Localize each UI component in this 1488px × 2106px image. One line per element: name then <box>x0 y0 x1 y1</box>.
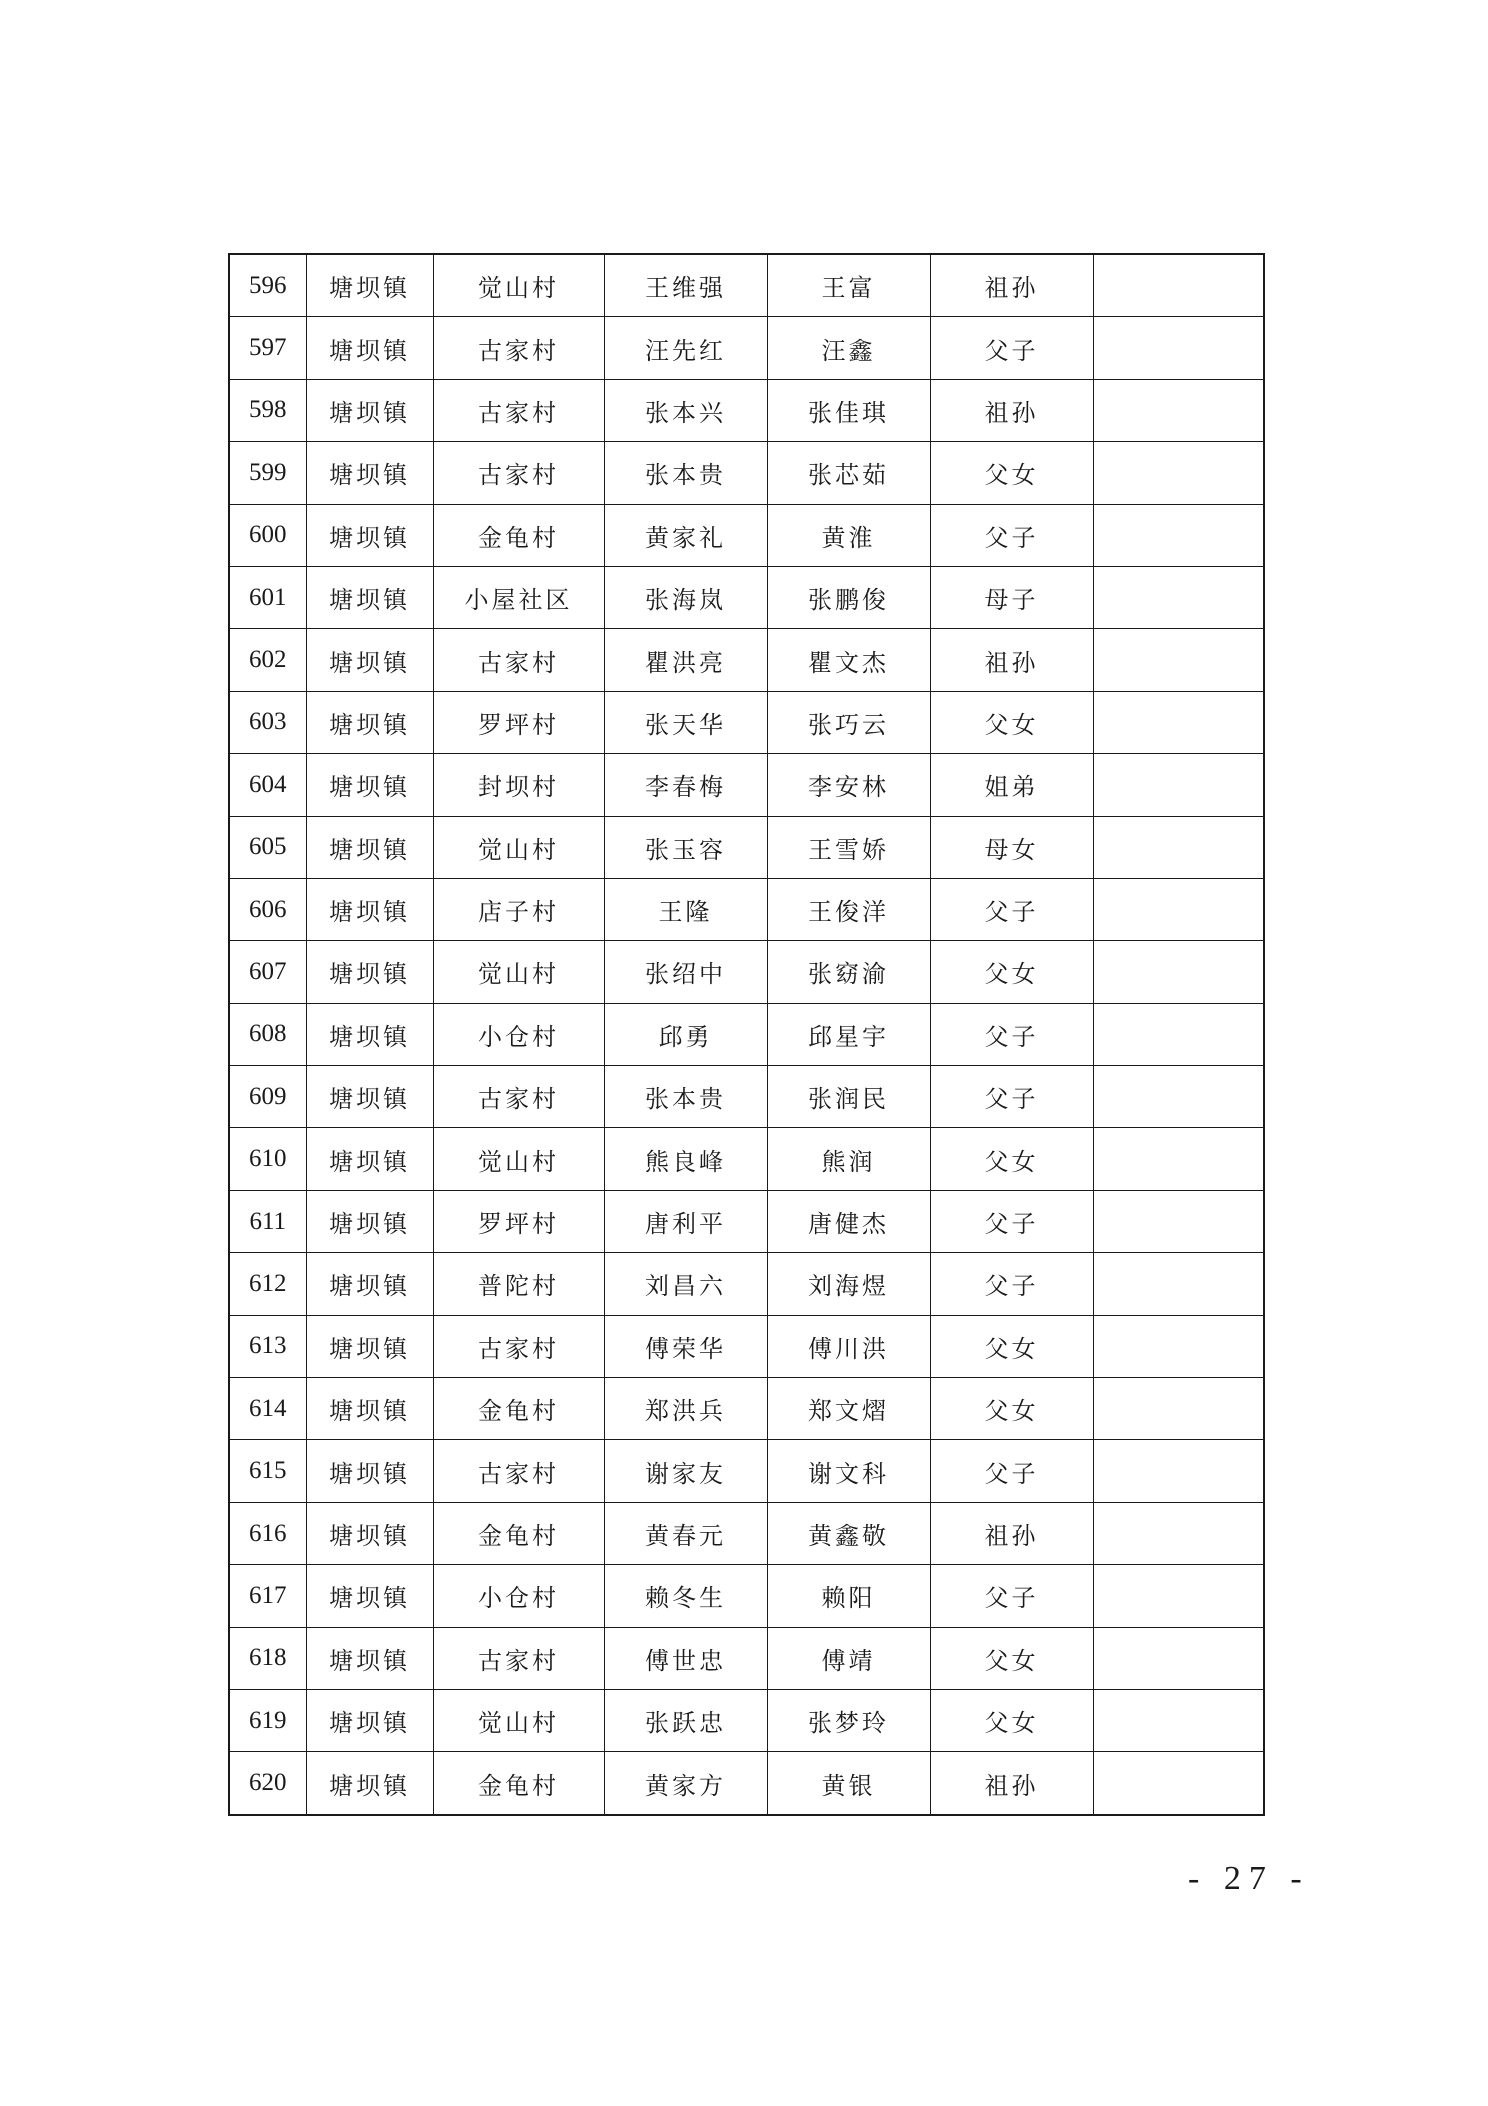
relation-cell: 父女 <box>930 1315 1093 1377</box>
town-cell: 塘坝镇 <box>306 566 433 628</box>
name-a-cell: 张本贵 <box>604 442 767 504</box>
name-b-cell: 瞿文杰 <box>767 629 930 691</box>
name-a-cell: 张海岚 <box>604 566 767 628</box>
relation-cell: 姐弟 <box>930 754 1093 816</box>
table-row <box>229 816 1264 878</box>
table-row <box>229 379 1264 441</box>
name-b-cell: 郑文熠 <box>767 1378 930 1440</box>
village-cell: 封坝村 <box>433 754 604 816</box>
town-cell: 塘坝镇 <box>306 941 433 1003</box>
town-cell: 塘坝镇 <box>306 629 433 691</box>
town-cell: 塘坝镇 <box>306 1128 433 1190</box>
name-b-cell: 王雪娇 <box>767 816 930 878</box>
note-cell <box>1093 1315 1264 1377</box>
row-number: 603 <box>229 691 306 753</box>
table-row <box>229 754 1264 816</box>
row-number: 618 <box>229 1627 306 1689</box>
table-row <box>229 566 1264 628</box>
relation-cell: 父子 <box>930 878 1093 940</box>
relation-cell: 祖孙 <box>930 254 1093 317</box>
name-b-cell: 李安林 <box>767 754 930 816</box>
village-cell: 金龟村 <box>433 504 604 566</box>
relation-cell: 父女 <box>930 1378 1093 1440</box>
name-a-cell: 瞿洪亮 <box>604 629 767 691</box>
name-b-cell: 黄鑫敬 <box>767 1502 930 1564</box>
relation-cell: 父女 <box>930 1627 1093 1689</box>
village-cell: 觉山村 <box>433 1689 604 1751</box>
village-cell: 罗坪村 <box>433 691 604 753</box>
table-row <box>229 1627 1264 1689</box>
note-cell <box>1093 1752 1264 1815</box>
village-cell: 金龟村 <box>433 1502 604 1564</box>
name-b-cell: 张窈渝 <box>767 941 930 1003</box>
relation-cell: 母子 <box>930 566 1093 628</box>
relation-cell: 父女 <box>930 691 1093 753</box>
village-cell: 小屋社区 <box>433 566 604 628</box>
table-row <box>229 1689 1264 1751</box>
name-a-cell: 张绍中 <box>604 941 767 1003</box>
note-cell <box>1093 1565 1264 1627</box>
note-cell <box>1093 941 1264 1003</box>
note-cell <box>1093 379 1264 441</box>
name-a-cell: 王隆 <box>604 878 767 940</box>
name-a-cell: 谢家友 <box>604 1440 767 1502</box>
town-cell: 塘坝镇 <box>306 1378 433 1440</box>
town-cell: 塘坝镇 <box>306 254 433 317</box>
town-cell: 塘坝镇 <box>306 1440 433 1502</box>
name-b-cell: 王俊洋 <box>767 878 930 940</box>
name-b-cell: 张巧云 <box>767 691 930 753</box>
relation-cell: 父子 <box>930 1003 1093 1065</box>
row-number: 598 <box>229 379 306 441</box>
name-a-cell: 张天华 <box>604 691 767 753</box>
village-cell: 小仓村 <box>433 1565 604 1627</box>
relation-cell: 父子 <box>930 504 1093 566</box>
town-cell: 塘坝镇 <box>306 878 433 940</box>
name-b-cell: 谢文科 <box>767 1440 930 1502</box>
name-a-cell: 汪先红 <box>604 317 767 379</box>
row-number: 605 <box>229 816 306 878</box>
relation-cell: 父子 <box>930 1253 1093 1315</box>
row-number: 620 <box>229 1752 306 1815</box>
town-cell: 塘坝镇 <box>306 1253 433 1315</box>
row-number: 608 <box>229 1003 306 1065</box>
town-cell: 塘坝镇 <box>306 816 433 878</box>
name-b-cell: 王富 <box>767 254 930 317</box>
table-row <box>229 1502 1264 1564</box>
row-number: 610 <box>229 1128 306 1190</box>
name-b-cell: 黄银 <box>767 1752 930 1815</box>
table-row <box>229 1565 1264 1627</box>
village-cell: 古家村 <box>433 1440 604 1502</box>
note-cell <box>1093 1190 1264 1252</box>
note-cell <box>1093 1253 1264 1315</box>
name-b-cell: 张润民 <box>767 1066 930 1128</box>
name-b-cell: 熊润 <box>767 1128 930 1190</box>
table-row <box>229 941 1264 1003</box>
row-number: 604 <box>229 754 306 816</box>
row-number: 609 <box>229 1066 306 1128</box>
table-body <box>229 254 1264 1815</box>
town-cell: 塘坝镇 <box>306 504 433 566</box>
town-cell: 塘坝镇 <box>306 1066 433 1128</box>
table-row <box>229 1253 1264 1315</box>
note-cell <box>1093 1003 1264 1065</box>
village-cell: 觉山村 <box>433 816 604 878</box>
town-cell: 塘坝镇 <box>306 691 433 753</box>
row-number: 601 <box>229 566 306 628</box>
name-a-cell: 王维强 <box>604 254 767 317</box>
relation-cell: 祖孙 <box>930 1502 1093 1564</box>
row-number: 612 <box>229 1253 306 1315</box>
note-cell <box>1093 566 1264 628</box>
row-number: 607 <box>229 941 306 1003</box>
town-cell: 塘坝镇 <box>306 379 433 441</box>
town-cell: 塘坝镇 <box>306 754 433 816</box>
village-cell: 觉山村 <box>433 1128 604 1190</box>
name-a-cell: 张本贵 <box>604 1066 767 1128</box>
relation-cell: 父女 <box>930 1689 1093 1751</box>
name-b-cell: 黄淮 <box>767 504 930 566</box>
note-cell <box>1093 878 1264 940</box>
village-cell: 觉山村 <box>433 941 604 1003</box>
town-cell: 塘坝镇 <box>306 1627 433 1689</box>
row-number: 602 <box>229 629 306 691</box>
village-cell: 金龟村 <box>433 1378 604 1440</box>
name-b-cell: 傅川洪 <box>767 1315 930 1377</box>
note-cell <box>1093 754 1264 816</box>
village-cell: 普陀村 <box>433 1253 604 1315</box>
table-row <box>229 1003 1264 1065</box>
name-b-cell: 张梦玲 <box>767 1689 930 1751</box>
row-number: 596 <box>229 254 306 317</box>
town-cell: 塘坝镇 <box>306 1502 433 1564</box>
name-a-cell: 刘昌六 <box>604 1253 767 1315</box>
note-cell <box>1093 442 1264 504</box>
note-cell <box>1093 254 1264 317</box>
town-cell: 塘坝镇 <box>306 1752 433 1815</box>
note-cell <box>1093 504 1264 566</box>
table-row <box>229 254 1264 317</box>
table-row <box>229 1128 1264 1190</box>
village-cell: 古家村 <box>433 317 604 379</box>
village-cell: 小仓村 <box>433 1003 604 1065</box>
note-cell <box>1093 1502 1264 1564</box>
name-a-cell: 郑洪兵 <box>604 1378 767 1440</box>
row-number: 616 <box>229 1502 306 1564</box>
village-cell: 罗坪村 <box>433 1190 604 1252</box>
note-cell <box>1093 1627 1264 1689</box>
name-a-cell: 熊良峰 <box>604 1128 767 1190</box>
relation-cell: 祖孙 <box>930 1752 1093 1815</box>
name-a-cell: 傅荣华 <box>604 1315 767 1377</box>
row-number: 599 <box>229 442 306 504</box>
name-a-cell: 黄春元 <box>604 1502 767 1564</box>
row-number: 614 <box>229 1378 306 1440</box>
roster-table <box>228 253 1265 1816</box>
table-row <box>229 1315 1264 1377</box>
relation-cell: 父子 <box>930 1066 1093 1128</box>
village-cell: 古家村 <box>433 379 604 441</box>
page-number: - 27 - <box>1188 1860 1310 1897</box>
table-row <box>229 1752 1264 1815</box>
relation-cell: 母女 <box>930 816 1093 878</box>
name-b-cell: 赖阳 <box>767 1565 930 1627</box>
note-cell <box>1093 691 1264 753</box>
village-cell: 古家村 <box>433 1066 604 1128</box>
note-cell <box>1093 1378 1264 1440</box>
village-cell: 古家村 <box>433 1315 604 1377</box>
town-cell: 塘坝镇 <box>306 1003 433 1065</box>
table-row <box>229 629 1264 691</box>
table-row <box>229 442 1264 504</box>
village-cell: 古家村 <box>433 442 604 504</box>
village-cell: 古家村 <box>433 629 604 691</box>
name-a-cell: 张玉容 <box>604 816 767 878</box>
name-b-cell: 张芯茹 <box>767 442 930 504</box>
row-number: 619 <box>229 1689 306 1751</box>
name-b-cell: 刘海煜 <box>767 1253 930 1315</box>
note-cell <box>1093 1440 1264 1502</box>
table-row <box>229 691 1264 753</box>
name-a-cell: 邱勇 <box>604 1003 767 1065</box>
name-a-cell: 赖冬生 <box>604 1565 767 1627</box>
town-cell: 塘坝镇 <box>306 317 433 379</box>
relation-cell: 父子 <box>930 1565 1093 1627</box>
relation-cell: 父女 <box>930 1128 1093 1190</box>
relation-cell: 父子 <box>930 1440 1093 1502</box>
relation-cell: 祖孙 <box>930 629 1093 691</box>
name-b-cell: 张佳琪 <box>767 379 930 441</box>
note-cell <box>1093 317 1264 379</box>
row-number: 611 <box>229 1190 306 1252</box>
note-cell <box>1093 1128 1264 1190</box>
village-cell: 觉山村 <box>433 254 604 317</box>
name-b-cell: 汪鑫 <box>767 317 930 379</box>
name-a-cell: 黄家礼 <box>604 504 767 566</box>
table-row <box>229 317 1264 379</box>
name-a-cell: 张本兴 <box>604 379 767 441</box>
note-cell <box>1093 816 1264 878</box>
name-a-cell: 张跃忠 <box>604 1689 767 1751</box>
town-cell: 塘坝镇 <box>306 1689 433 1751</box>
row-number: 615 <box>229 1440 306 1502</box>
name-b-cell: 张鹏俊 <box>767 566 930 628</box>
relation-cell: 祖孙 <box>930 379 1093 441</box>
name-a-cell: 李春梅 <box>604 754 767 816</box>
row-number: 600 <box>229 504 306 566</box>
town-cell: 塘坝镇 <box>306 1190 433 1252</box>
town-cell: 塘坝镇 <box>306 442 433 504</box>
village-cell: 店子村 <box>433 878 604 940</box>
table-row <box>229 1066 1264 1128</box>
town-cell: 塘坝镇 <box>306 1565 433 1627</box>
row-number: 617 <box>229 1565 306 1627</box>
row-number: 613 <box>229 1315 306 1377</box>
village-cell: 古家村 <box>433 1627 604 1689</box>
name-a-cell: 黄家方 <box>604 1752 767 1815</box>
name-b-cell: 唐健杰 <box>767 1190 930 1252</box>
relation-cell: 父女 <box>930 442 1093 504</box>
relation-cell: 父女 <box>930 941 1093 1003</box>
table-row <box>229 504 1264 566</box>
name-b-cell: 傅靖 <box>767 1627 930 1689</box>
town-cell: 塘坝镇 <box>306 1315 433 1377</box>
name-a-cell: 傅世忠 <box>604 1627 767 1689</box>
village-cell: 金龟村 <box>433 1752 604 1815</box>
note-cell <box>1093 629 1264 691</box>
relation-cell: 父子 <box>930 317 1093 379</box>
name-a-cell: 唐利平 <box>604 1190 767 1252</box>
row-number: 606 <box>229 878 306 940</box>
note-cell <box>1093 1689 1264 1751</box>
table-row <box>229 1440 1264 1502</box>
table-row <box>229 1190 1264 1252</box>
table-row <box>229 878 1264 940</box>
relation-cell: 父子 <box>930 1190 1093 1252</box>
note-cell <box>1093 1066 1264 1128</box>
name-b-cell: 邱星宇 <box>767 1003 930 1065</box>
table-row <box>229 1378 1264 1440</box>
row-number: 597 <box>229 317 306 379</box>
